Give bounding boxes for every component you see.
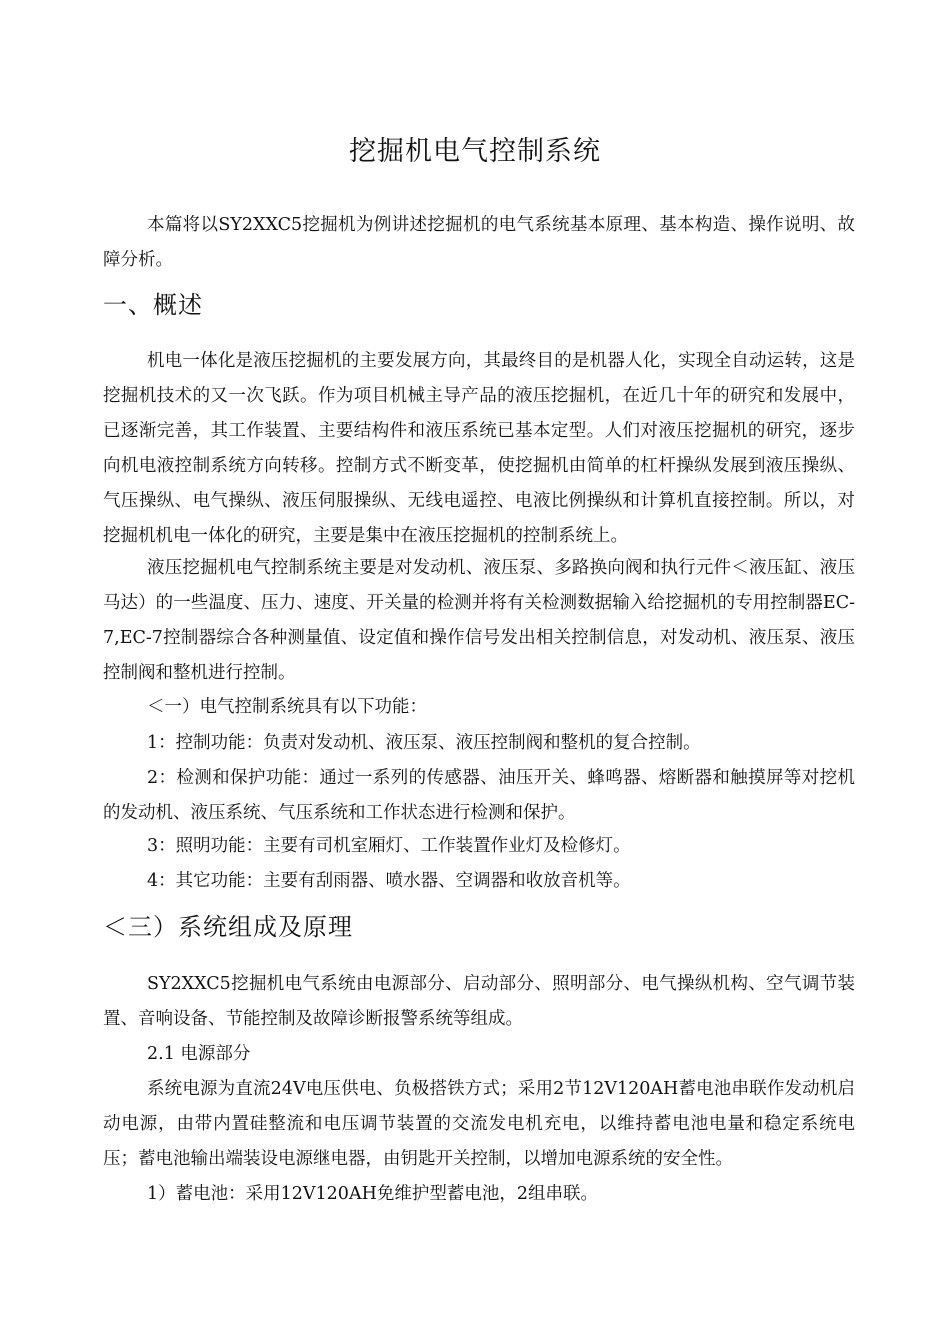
power-subheading: 2.1 电源部分 (147, 1044, 251, 1064)
overview-paragraph-1: 机电一体化是液压挖掘机的主要发展方向，其最终目的是机器人化，实现全自动运转，这是挖掘机技术的又一次飞跃。作为项目机械主导产品的液压挖掘机，在近几十年的研究和发展中，已逐渐完善，其工作装置、主要结构件和液压系统已基本定型。人们对液压挖掘机的研究，逐步向机电液控制系统方向转移。控制方式不断变革，使挖掘机由简单的杠杆操纵发展到液压操纵、气压操纵、电气操纵、液压伺服操纵、无线电遥控、电液比例操纵和计算机直接控制。所以，对挖掘机机电一体化的研究，主要是集中在液压挖掘机的控制系统上。 (103, 351, 855, 546)
function-item-other: 4：其它功能：主要有刮雨器、喷水器、空调器和收放音机等。 (147, 871, 631, 891)
intro-paragraph: 本篇将以SY2XXC5挖掘机为例讲述挖掘机的电气系统基本原理、基本构造、操作说明、故障分析。 (103, 215, 855, 270)
section-heading-system: ＜三）系统组成及原理 (103, 913, 353, 941)
document-title: 挖掘机电气控制系统 (349, 136, 601, 167)
battery-paragraph: 1）蓄电池：采用12V120AH免维护型蓄电池，2组串联。 (147, 1184, 598, 1204)
overview-paragraph-2: 液压挖掘机电气控制系统主要是对发动机、液压泵、多路换向阀和执行元件＜液压缸、液压马达）的一些温度、压力、速度、开关量的检测并将有关检测数据输入给挖掘机的专用控制器EC-7,EC-7控制器综合各种测量值、设定值和操作信号发出相关控制信息，对发动机、液压泵、液压控制阀和整机进行控制。 (103, 558, 855, 683)
system-paragraph-1: SY2XXC5挖掘机电气系统由电源部分、启动部分、照明部分、电气操纵机构、空气调节装置、音响设备、节能控制及故障诊断报警系统等组成。 (103, 974, 855, 1029)
function-item-control: 1：控制功能：负责对发动机、液压泵、液压控制阀和整机的复合控制。 (147, 733, 701, 753)
function-item-detection: 2：检测和保护功能：通过一系列的传感器、油压开关、蜂鸣器、熔断器和触摸屏等对挖机的发动机、液压系统、气压系统和工作状态进行检测和保护。 (103, 768, 855, 823)
section-heading-overview: 一、概述 (103, 291, 203, 319)
function-item-lighting: 3：照明功能：主要有司机室厢灯、工作装置作业灯及检修灯。 (147, 836, 631, 856)
power-paragraph: 系统电源为直流24V电压供电、负极搭铁方式；采用2节12V120AH蓄电池串联作发动机启动电源，由带内置硅整流和电压调节装置的交流发电机充电，以维持蓄电池电量和稳定系统电压；蓄电池输出端装设电源继电器，由钥匙开关控制，以增加电源系统的安全性。 (103, 1079, 855, 1169)
functions-title: ＜一）电气控制系统具有以下功能： (147, 697, 427, 717)
